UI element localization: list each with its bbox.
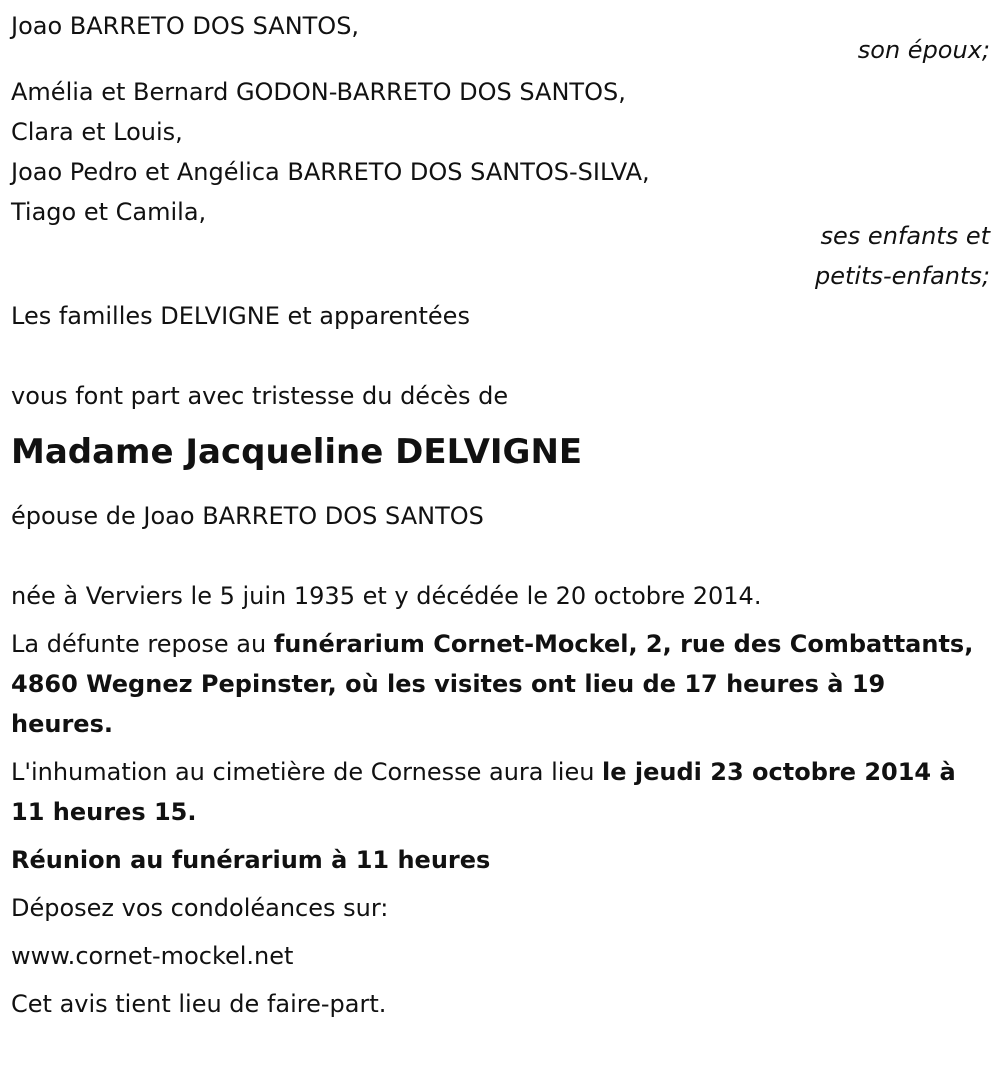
- birth-death-line: née à Verviers le 5 juin 1935 et y décédée le 20 octobre 2014.: [11, 582, 762, 610]
- child-line-4: Tiago et Camila,: [11, 198, 207, 226]
- spouse-role: son époux;: [857, 36, 990, 64]
- child-line-3: Joao Pedro et Angélica BARRETO DOS SANTOS-SILVA,: [11, 158, 650, 186]
- closing-line: Cet avis tient lieu de faire-part.: [11, 990, 387, 1018]
- spouse-name: Joao BARRETO DOS SANTOS,: [11, 12, 360, 40]
- condolences-label: Déposez vos condoléances sur:: [11, 894, 389, 922]
- children-role-1: ses enfants et: [820, 222, 990, 250]
- spouse-of-line: épouse de Joao BARRETO DOS SANTOS: [11, 502, 484, 530]
- child-line-2: Clara et Louis,: [11, 118, 183, 146]
- death-notice: [11, 0, 990, 1024]
- repose-prefix: La défunte repose au: [11, 630, 274, 658]
- meeting-line: Réunion au funérarium à 11 heures: [11, 846, 491, 874]
- deceased-name: Madame Jacqueline DELVIGNE: [11, 432, 583, 472]
- burial-prefix: L'inhumation au cimetière de Cornesse aura lieu: [11, 758, 603, 786]
- announcement-intro: vous font part avec tristesse du décès de: [11, 382, 509, 410]
- website-link[interactable]: www.cornet-mockel.net: [11, 942, 294, 970]
- children-role-2: petits-enfants;: [815, 262, 990, 290]
- other-families: Les familles DELVIGNE et apparentées: [11, 302, 470, 330]
- burial-paragraph: [11, 752, 990, 832]
- child-line-1: Amélia et Bernard GODON-BARRETO DOS SANTOS,: [11, 78, 626, 106]
- repose-paragraph: [11, 624, 990, 744]
- burial-date: le jeudi 23 octobre 2014 à 11 heures 15.: [11, 758, 956, 826]
- repose-location: funérarium Cornet-Mockel, 2, rue des Combattants, 4860 Wegnez Pepinster, où les visites ont lieu de 17 heures à 19 heures.: [11, 630, 974, 738]
